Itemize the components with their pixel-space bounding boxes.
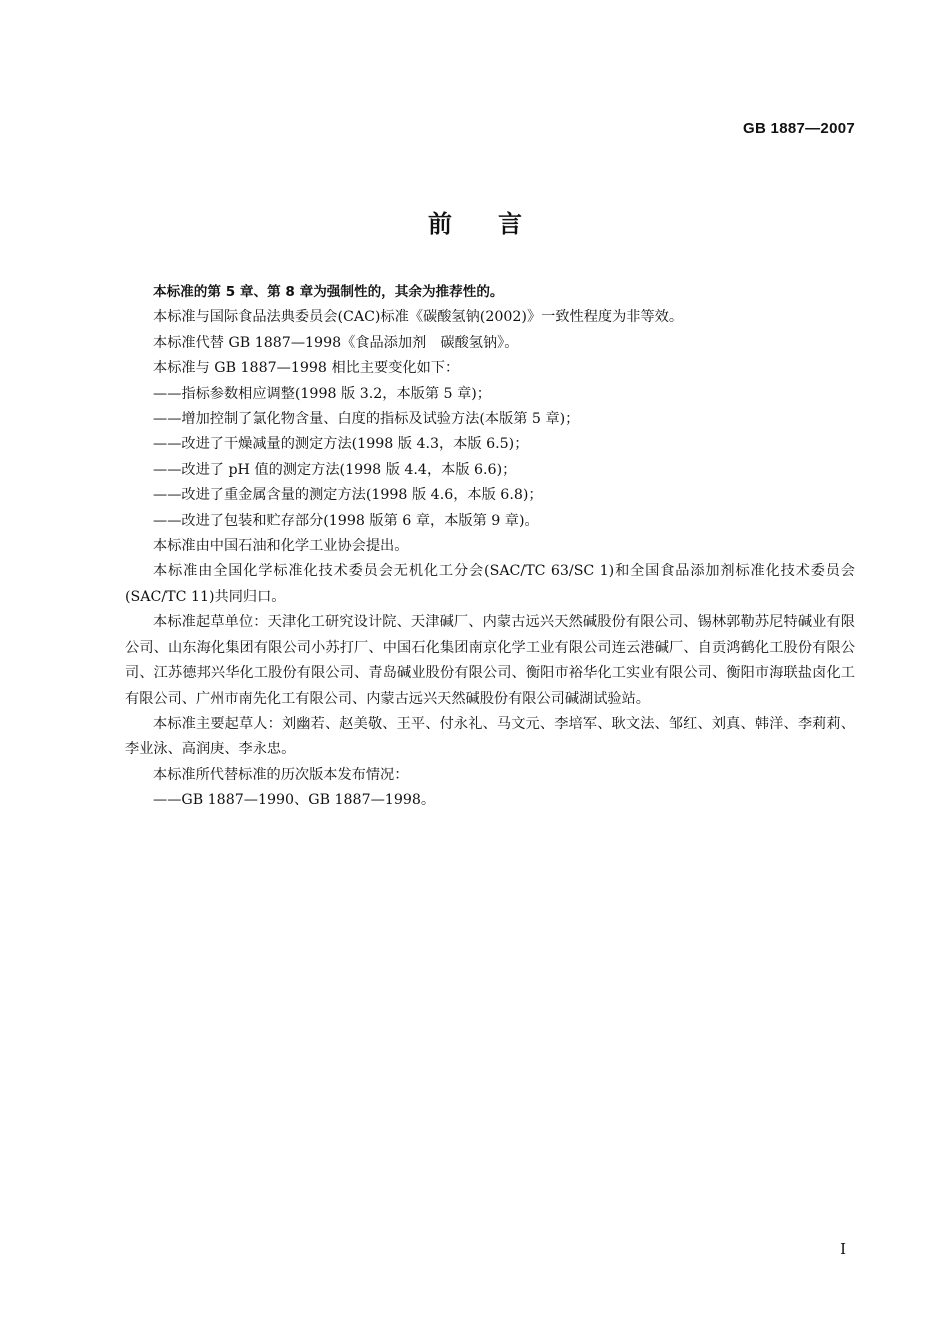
change-item: ——改进了 pH 值的测定方法(1998 版 4.4，本版 6.6)； xyxy=(153,461,517,478)
standard-number: GB 1887—2007 xyxy=(742,120,855,137)
paragraph-replaces: 本标准代替 GB 1887—1998《食品添加剂 碳酸氢钠》。 xyxy=(153,334,519,351)
paragraph-centralized-by: 本标准由全国化学标准化技术委员会无机化工分会(SAC/TC 63/SC 1)和全国食品添加剂标准化技术委员会(SAC/TC 11)共同归口。 xyxy=(125,563,855,605)
paragraph-mandatory-chapters: 本标准的第 5 章、第 8 章为强制性的，其余为推荐性的。 xyxy=(153,284,504,300)
change-item: ——指标参数相应调整(1998 版 3.2，本版第 5 章)； xyxy=(153,385,491,402)
page-number: I xyxy=(840,1240,846,1258)
paragraph-drafting-units: 本标准起草单位：天津化工研究设计院、天津碱厂、内蒙古远兴天然碱股份有限公司、锡林郭勒苏尼特碱业有限公司、山东海化集团有限公司小苏打厂、中国石化集团南京化学工业有限公司连云港碱厂、自贡鸿鹤化工股份有限公司、江苏德邦兴华化工股份有限公司、青岛碱业股份有限公司、衡阳市裕华化工实业有限公司、衡阳市海联盐卤化工有限公司、广州市南先化工有限公司、内蒙古远兴天然碱股份有限公司碱湖试验站。 xyxy=(125,614,855,707)
paragraph-changes-intro: 本标准与 GB 1887—1998 相比主要变化如下： xyxy=(153,360,460,377)
change-item: ——改进了干燥减量的测定方法(1998 版 4.3，本版 6.5)； xyxy=(153,436,529,453)
page-title: 前言 xyxy=(428,210,568,238)
paragraph-consistency: 本标准与国际食品法典委员会(CAC)标准《碳酸氢钠(2002)》一致性程度为非等效。 xyxy=(153,309,684,326)
change-item: ——增加控制了氯化物含量、白度的指标及试验方法(本版第 5 章)； xyxy=(153,411,580,428)
history-item: ——GB 1887—1990、GB 1887—1998。 xyxy=(153,792,436,809)
change-item: ——改进了包装和贮存部分(1998 版第 6 章，本版第 9 章)。 xyxy=(153,512,539,529)
paragraph-drafters: 本标准主要起草人：刘幽若、赵美敬、王平、付永礼、马文元、李培军、耿文法、邹红、刘真、韩洋、李莉莉、李业泳、高润庚、李永忠。 xyxy=(125,715,855,758)
paragraph-proposed-by: 本标准由中国石油和化学工业协会提出。 xyxy=(153,538,409,555)
foreword-body xyxy=(125,280,855,814)
change-item: ——改进了重金属含量的测定方法(1998 版 4.6，本版 6.8)； xyxy=(153,487,543,504)
paragraph-history-intro: 本标准所代替标准的历次版本发布情况： xyxy=(153,766,409,783)
